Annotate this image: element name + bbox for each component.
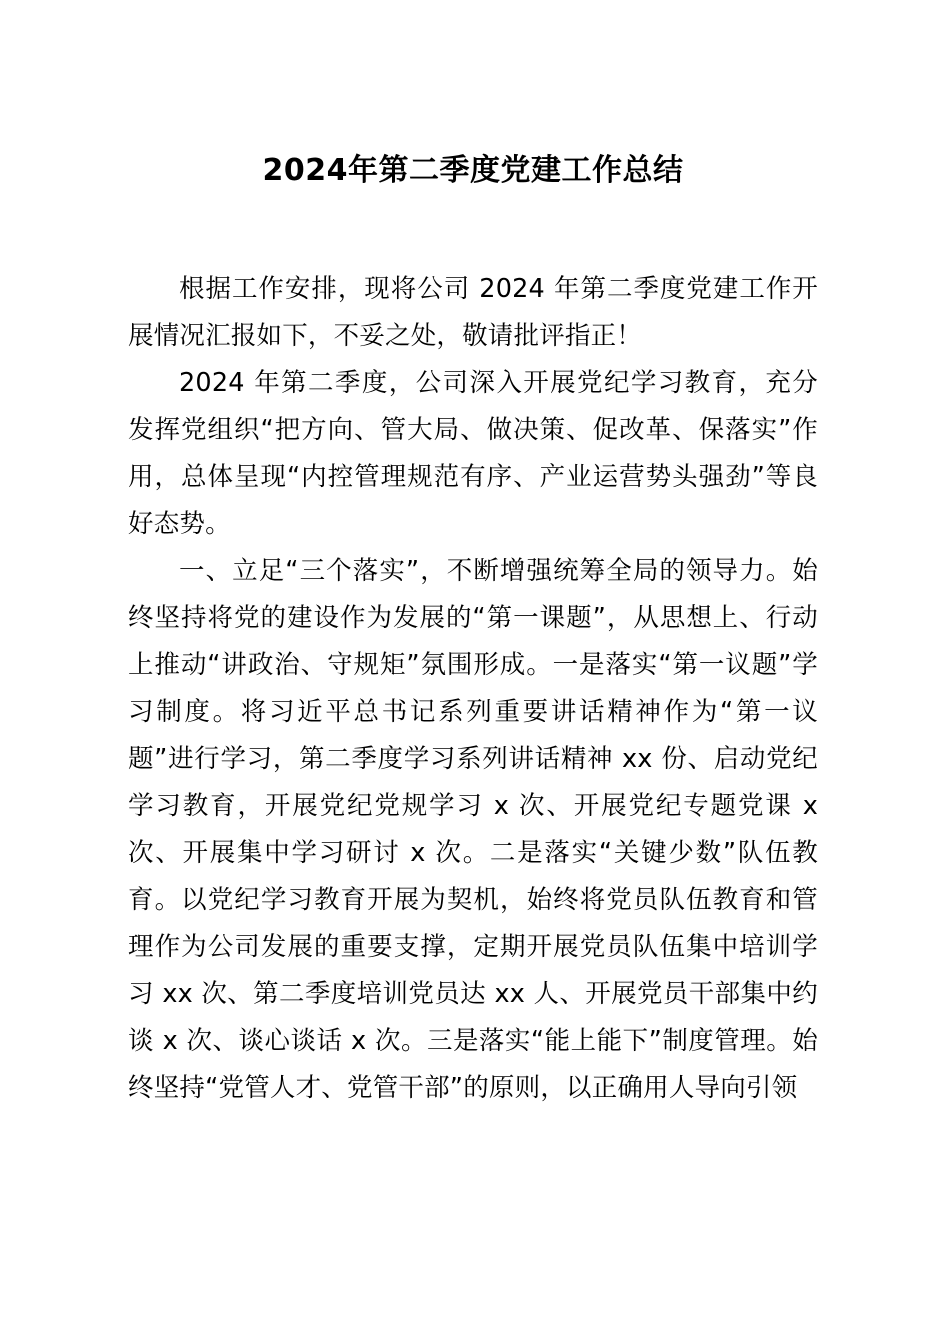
paragraph-2: 2024 年第二季度，公司深入开展党纪学习教育，充分发挥党组织“把方向、管大局、做决策、促改革、保落实”作用，总体呈现“内控管理规范有序、产业运营势头强劲”等良好态势。 [128,368,818,539]
title-spacer [128,192,818,266]
paragraph-1: 根据工作安排，现将公司 2024 年第二季度党建工作开展情况汇报如下，不妥之处，敬请批评指正！ [128,274,818,351]
page-title: 2024年第二季度党建工作总结 [262,153,684,188]
paragraph-3: 一、立足“三个落实”，不断增强统筹全局的领导力。始终坚持将党的建设作为发展的“第一课题”，从思想上、行动上推动“讲政治、守规矩”氛围形成。一是落实“第一议题”学习制度。将习近平总书记系列重要讲话精神作为“第一议题”进行学习，第二季度学习系列讲话精神 xx 份、启动党纪学习教育，开展党纪党规学习 x 次、开展党纪专题党课 x 次、开展集中学习研讨 x 次。二是落实“关键少数”队伍教育。以党纪学习教育开展为契机，始终将党员队伍教育和管理作为公司发展的重要支撑，定期开展党员队伍集中培训学习 xx 次、第二季度培训党员达 xx 人、开展党员干部集中约谈 x 次、谈心谈话 x 次。三是落实“能上能下”制度管理。始终坚持“党管人才、党管干部”的原则，以正确用人导向引领 [128,556,818,1103]
document-body [128,0,818,1112]
